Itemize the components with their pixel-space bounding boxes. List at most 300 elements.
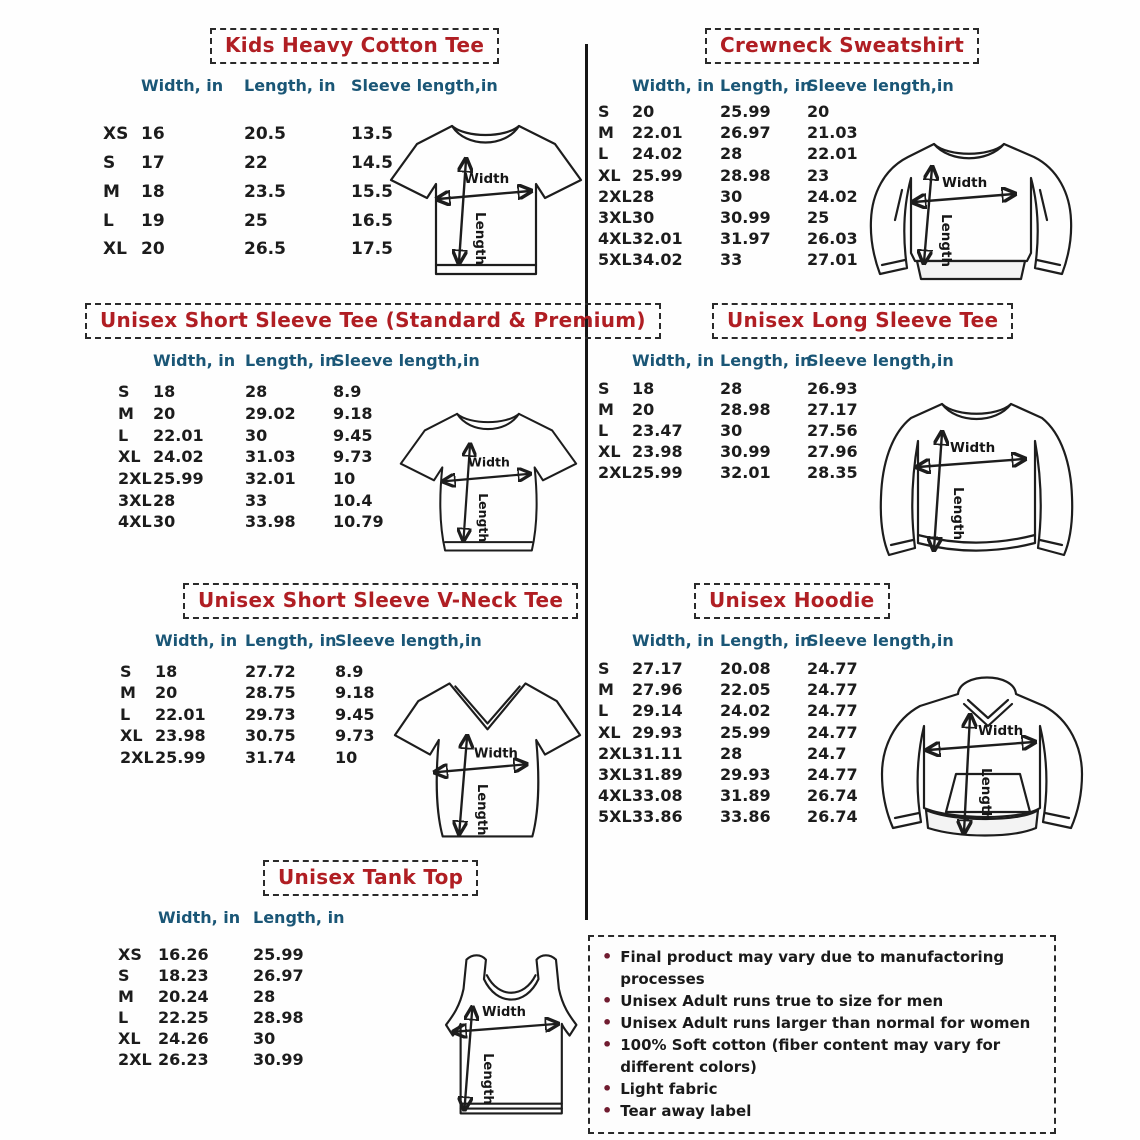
size-row — [598, 229, 892, 250]
size-label: 2XL — [598, 462, 632, 482]
value-length: 30 — [720, 186, 743, 206]
size-row — [598, 379, 892, 400]
size-row — [598, 463, 892, 484]
column-header-sleeve: Sleeve length,in — [351, 76, 498, 95]
section-title-box — [183, 583, 578, 619]
value-width: 25.99 — [632, 165, 683, 185]
size-table — [103, 76, 498, 265]
value-sleeve: 17.5 — [351, 239, 393, 260]
value-sleeve: 9.45 — [333, 425, 373, 445]
neck-line — [487, 975, 536, 993]
value-width: 32.01 — [632, 229, 683, 249]
value-length: 33.86 — [720, 807, 771, 827]
value-sleeve: 27.56 — [807, 420, 858, 440]
column-header-width: Width, in — [153, 351, 236, 370]
value-sleeve: 9.45 — [335, 704, 375, 724]
size-row — [598, 250, 892, 271]
size-label: S — [118, 965, 130, 985]
length-label: Length — [950, 487, 966, 541]
section-title: Unisex Tank Top — [278, 865, 464, 889]
value-sleeve: 27.96 — [807, 441, 858, 461]
size-label: 2XL — [120, 747, 154, 767]
value-width: 29.93 — [632, 722, 683, 742]
value-width: 26.23 — [158, 1049, 209, 1069]
size-row — [598, 123, 892, 144]
size-row — [598, 102, 892, 123]
width-label: Width — [468, 454, 510, 470]
length-label: Length — [472, 212, 488, 266]
size-row — [598, 765, 892, 786]
value-sleeve: 24.77 — [807, 722, 858, 742]
section-title-box — [705, 28, 979, 64]
value-length: 30 — [245, 425, 268, 445]
size-label: M — [118, 403, 134, 423]
column-header-length: Length, in — [244, 76, 336, 95]
size-row — [118, 945, 353, 966]
value-sleeve: 23 — [807, 165, 830, 185]
note-item — [602, 1034, 1042, 1078]
value-length: 33 — [720, 250, 743, 270]
size-row — [598, 442, 892, 463]
column-header-length: Length, in — [253, 908, 345, 927]
size-row — [118, 425, 418, 447]
value-sleeve: 9.18 — [335, 683, 375, 703]
size-label: L — [598, 144, 609, 164]
value-width: 20.24 — [158, 986, 209, 1006]
value-width: 20 — [155, 683, 178, 703]
size-row — [120, 726, 420, 747]
column-header-width: Width, in — [632, 351, 715, 370]
size-label: XL — [598, 441, 621, 461]
value-length: 33 — [245, 490, 268, 510]
value-sleeve: 28.35 — [807, 462, 858, 482]
size-row — [598, 421, 892, 442]
size-row — [103, 150, 436, 179]
value-sleeve: 26.03 — [807, 229, 858, 249]
size-row — [118, 1008, 353, 1029]
size-table — [118, 351, 480, 534]
value-length: 30.99 — [720, 207, 771, 227]
size-label: S — [120, 662, 132, 682]
size-row — [118, 469, 418, 491]
table-header-row — [120, 631, 482, 650]
notes-box — [588, 935, 1056, 1134]
size-label: S — [598, 378, 610, 398]
value-width: 30 — [632, 207, 655, 227]
value-length: 23.5 — [244, 181, 286, 202]
size-row — [598, 786, 892, 807]
value-length: 28.98 — [253, 1007, 304, 1027]
table-header-row — [118, 351, 480, 370]
value-length: 26.97 — [253, 965, 304, 985]
size-label: M — [598, 399, 614, 419]
value-sleeve: 24.77 — [807, 701, 858, 721]
value-length: 31.89 — [720, 786, 771, 806]
note-item — [602, 946, 1042, 990]
width-label: Width — [482, 1005, 527, 1021]
value-sleeve: 10 — [333, 468, 356, 488]
value-length: 29.02 — [245, 403, 296, 423]
section-crewneck-sweatshirt — [592, 28, 1140, 298]
value-width: 17 — [141, 153, 165, 174]
width-label: Width — [978, 723, 1024, 739]
value-width: 22.01 — [153, 425, 204, 445]
table-header-row — [598, 76, 954, 95]
value-sleeve: 26.93 — [807, 378, 858, 398]
value-sleeve: 24.77 — [807, 764, 858, 784]
note-item — [602, 1012, 1042, 1034]
value-length: 24.02 — [720, 701, 771, 721]
size-label: XL — [598, 722, 621, 742]
note-text: Final product may vary due to manufactoring processes — [620, 948, 1005, 988]
size-label: 2XL — [118, 468, 152, 488]
length-label: Length — [476, 493, 492, 543]
size-label: 4XL — [598, 229, 632, 249]
value-width: 23.98 — [155, 726, 206, 746]
column-header-width: Width, in — [155, 631, 238, 650]
value-sleeve: 13.5 — [351, 124, 393, 145]
length-label: Length — [479, 1053, 495, 1105]
value-sleeve: 26.74 — [807, 786, 858, 806]
section-title: Unisex Short Sleeve V-Neck Tee — [198, 588, 564, 612]
note-item — [602, 990, 1042, 1012]
waistband — [917, 261, 1025, 279]
size-row — [598, 165, 892, 186]
note-text: 100% Soft cotton (fiber content may vary for different colors) — [620, 1036, 1001, 1076]
value-width: 18 — [153, 382, 176, 402]
width-label: Width — [950, 440, 996, 456]
size-table — [598, 351, 954, 484]
value-length: 25.99 — [253, 944, 304, 964]
note-text: Unisex Adult runs true to size for men — [620, 992, 944, 1010]
section-title: Crewneck Sweatshirt — [720, 33, 965, 57]
value-sleeve: 15.5 — [351, 181, 393, 202]
size-table — [118, 910, 353, 1071]
section-unisex-tank-top — [100, 860, 583, 1138]
size-row — [118, 966, 353, 987]
size-label: 5XL — [598, 250, 632, 270]
value-sleeve: 24.77 — [807, 680, 858, 700]
section-title-box — [694, 583, 890, 619]
bullet-icon: • — [602, 1013, 613, 1032]
value-sleeve: 9.73 — [335, 726, 375, 746]
value-sleeve: 9.73 — [333, 447, 373, 467]
section-unisex-hoodie — [592, 583, 1140, 868]
size-row — [118, 403, 418, 425]
section-title: Unisex Long Sleeve Tee — [727, 308, 999, 332]
value-width: 24.02 — [632, 144, 683, 164]
column-header-sleeve: Sleeve length,in — [807, 76, 954, 95]
value-length: 31.97 — [720, 229, 771, 249]
section-title: Kids Heavy Cotton Tee — [225, 33, 485, 57]
size-label: L — [118, 425, 129, 445]
size-label: 4XL — [118, 512, 152, 532]
column-header-length: Length, in — [720, 351, 812, 370]
value-width: 24.26 — [158, 1028, 209, 1048]
size-row — [103, 207, 436, 236]
hoodie-illustration — [872, 660, 1102, 860]
size-table — [120, 631, 482, 769]
value-length: 22 — [244, 153, 268, 174]
bullet-icon: • — [602, 1101, 613, 1120]
size-label: XL — [103, 239, 127, 260]
column-header-width: Width, in — [158, 908, 241, 927]
value-length: 25 — [244, 210, 268, 231]
size-label: M — [118, 986, 134, 1006]
value-sleeve: 9.18 — [333, 403, 373, 423]
note-item — [602, 1078, 1042, 1100]
size-row — [103, 236, 436, 265]
column-header-length: Length, in — [245, 631, 337, 650]
value-sleeve: 10.79 — [333, 512, 384, 532]
value-width: 18.23 — [158, 965, 209, 985]
sweatshirt-illustration — [862, 132, 1080, 302]
section-unisex-long-sleeve-tee — [592, 303, 1140, 575]
size-label: L — [598, 701, 609, 721]
size-label: XL — [118, 1028, 141, 1048]
width-label: Width — [942, 175, 988, 191]
length-label: Length — [938, 214, 954, 268]
value-sleeve: 8.9 — [333, 382, 362, 402]
value-length: 31.03 — [245, 447, 296, 467]
size-label: S — [118, 382, 130, 402]
section-title-box — [712, 303, 1013, 339]
length-label: Length — [473, 783, 489, 836]
size-table — [598, 76, 954, 271]
value-width: 25.99 — [153, 468, 204, 488]
column-header-sleeve: Sleeve length,in — [807, 351, 954, 370]
value-length: 27.72 — [245, 662, 296, 682]
value-length: 20.5 — [244, 124, 286, 145]
value-length: 20.08 — [720, 658, 771, 678]
value-width: 24.02 — [153, 447, 204, 467]
value-width: 18 — [141, 181, 165, 202]
value-length: 26.5 — [244, 239, 286, 260]
size-label: M — [598, 123, 614, 143]
vneck-tee-illustration — [393, 668, 583, 850]
value-sleeve: 25 — [807, 207, 830, 227]
value-width: 19 — [141, 210, 165, 231]
size-row — [598, 400, 892, 421]
value-width: 28 — [153, 490, 176, 510]
size-label: XS — [118, 944, 142, 964]
size-label: M — [120, 683, 136, 703]
value-length: 30 — [253, 1028, 276, 1048]
size-label: S — [103, 153, 116, 174]
section-title: Unisex Hoodie — [709, 588, 875, 612]
value-sleeve: 10.4 — [333, 490, 373, 510]
size-label: L — [103, 210, 114, 231]
value-width: 25.99 — [155, 747, 206, 767]
table-header-row — [598, 631, 954, 650]
size-label: 4XL — [598, 786, 632, 806]
value-length: 25.99 — [720, 101, 771, 121]
value-sleeve: 24.77 — [807, 658, 858, 678]
value-sleeve: 16.5 — [351, 210, 393, 231]
column-header-length: Length, in — [720, 76, 812, 95]
value-length: 33.98 — [245, 512, 296, 532]
tshirt-illustration — [388, 112, 583, 292]
value-length: 30.75 — [245, 726, 296, 746]
value-length: 25.99 — [720, 722, 771, 742]
value-width: 22.01 — [632, 123, 683, 143]
value-length: 29.73 — [245, 704, 296, 724]
size-label: 3XL — [598, 764, 632, 784]
size-label: 2XL — [598, 743, 632, 763]
size-row — [598, 680, 892, 701]
table-header-row — [118, 910, 353, 927]
value-width: 18 — [632, 378, 655, 398]
value-sleeve: 8.9 — [335, 662, 364, 682]
size-row — [598, 187, 892, 208]
value-width: 27.17 — [632, 658, 683, 678]
value-length: 28 — [253, 986, 276, 1006]
value-sleeve: 26.74 — [807, 807, 858, 827]
value-width: 23.98 — [632, 441, 683, 461]
value-length: 28 — [720, 743, 743, 763]
size-label: 2XL — [118, 1049, 152, 1069]
size-label: S — [598, 658, 610, 678]
size-label: S — [598, 101, 610, 121]
column-header-width: Width, in — [632, 631, 715, 650]
size-label: 3XL — [118, 490, 152, 510]
value-width: 20 — [632, 399, 655, 419]
section-title-box — [263, 860, 478, 896]
value-sleeve: 22.01 — [807, 144, 858, 164]
value-length: 31.74 — [245, 747, 296, 767]
value-length: 28.98 — [720, 399, 771, 419]
value-length: 30.99 — [253, 1049, 304, 1069]
section-title-box — [85, 303, 661, 339]
bullet-icon: • — [602, 1035, 613, 1054]
value-length: 28.75 — [245, 683, 296, 703]
value-sleeve: 27.01 — [807, 250, 858, 270]
size-label: L — [120, 704, 131, 724]
size-row — [103, 178, 436, 207]
size-row — [120, 705, 420, 726]
column-header-width: Width, in — [141, 76, 224, 95]
tshirt-illustration — [398, 395, 578, 573]
value-sleeve: 14.5 — [351, 153, 393, 174]
length-label: Length — [978, 768, 994, 822]
column-header-sleeve: Sleeve length,in — [335, 631, 482, 650]
width-label: Width — [473, 746, 518, 762]
value-sleeve: 27.17 — [807, 399, 858, 419]
size-row — [598, 659, 892, 680]
size-row — [598, 807, 892, 828]
size-row — [118, 382, 418, 404]
value-width: 31.11 — [632, 743, 683, 763]
size-label: XL — [598, 165, 621, 185]
column-header-length: Length, in — [245, 351, 337, 370]
size-label: M — [598, 680, 614, 700]
value-length: 22.05 — [720, 680, 771, 700]
tank-top-illustration — [415, 948, 587, 1128]
value-length: 32.01 — [720, 462, 771, 482]
size-row — [103, 121, 436, 150]
column-header-width: Width, in — [632, 76, 715, 95]
value-sleeve: 24.02 — [807, 186, 858, 206]
bullet-icon: • — [602, 947, 613, 966]
size-row — [120, 662, 420, 683]
column-header-sleeve: Sleeve length,in — [333, 351, 480, 370]
size-label: XL — [118, 447, 141, 467]
size-label: M — [103, 181, 120, 202]
value-sleeve: 20 — [807, 101, 830, 121]
size-label: 2XL — [598, 186, 632, 206]
value-length: 28 — [720, 378, 743, 398]
size-row — [598, 722, 892, 743]
size-label: XS — [103, 124, 129, 145]
size-label: L — [118, 1007, 129, 1027]
note-text: Light fabric — [620, 1080, 718, 1098]
note-text: Unisex Adult runs larger than normal for women — [620, 1014, 1031, 1032]
size-row — [118, 512, 418, 534]
value-length: 30 — [720, 420, 743, 440]
value-width: 29.14 — [632, 701, 683, 721]
value-length: 28.98 — [720, 165, 771, 185]
size-label: XL — [120, 726, 143, 746]
value-width: 20 — [632, 101, 655, 121]
table-header-row — [598, 351, 954, 370]
value-width: 28 — [632, 186, 655, 206]
section-kids-heavy-cotton-tee — [85, 28, 583, 296]
value-length: 29.93 — [720, 764, 771, 784]
long-sleeve-tee-illustration — [864, 391, 1089, 576]
value-width: 20 — [141, 239, 165, 260]
size-label: 3XL — [598, 207, 632, 227]
value-width: 20 — [153, 403, 176, 423]
size-row — [120, 683, 420, 704]
size-row — [118, 1029, 353, 1050]
size-row — [598, 144, 892, 165]
value-sleeve: 10 — [335, 747, 358, 767]
column-header-length: Length, in — [720, 631, 812, 650]
value-width: 16 — [141, 124, 165, 145]
value-width: 31.89 — [632, 764, 683, 784]
value-sleeve: 21.03 — [807, 123, 858, 143]
value-width: 33.08 — [632, 786, 683, 806]
size-row — [118, 490, 418, 512]
size-table — [598, 631, 954, 828]
value-width: 33.86 — [632, 807, 683, 827]
value-length: 32.01 — [245, 468, 296, 488]
garment-outline — [881, 404, 1072, 555]
bullet-icon: • — [602, 991, 613, 1010]
size-row — [118, 447, 418, 469]
value-length: 28 — [245, 382, 268, 402]
value-length: 30.99 — [720, 441, 771, 461]
value-length: 28 — [720, 144, 743, 164]
section-unisex-short-sleeve-tee — [85, 303, 646, 575]
section-unisex-vneck-tee — [100, 583, 583, 853]
value-length: 26.97 — [720, 123, 771, 143]
value-width: 23.47 — [632, 420, 683, 440]
section-title-box — [210, 28, 499, 64]
value-width: 30 — [153, 512, 176, 532]
value-width: 16.26 — [158, 944, 209, 964]
bullet-icon: • — [602, 1079, 613, 1098]
garment-outline — [871, 144, 1071, 274]
value-width: 18 — [155, 662, 178, 682]
value-sleeve: 24.7 — [807, 743, 847, 763]
table-header-row — [103, 76, 498, 95]
value-width: 27.96 — [632, 680, 683, 700]
size-row — [598, 701, 892, 722]
value-width: 34.02 — [632, 250, 683, 270]
note-item — [602, 1100, 1042, 1122]
size-label: 5XL — [598, 807, 632, 827]
